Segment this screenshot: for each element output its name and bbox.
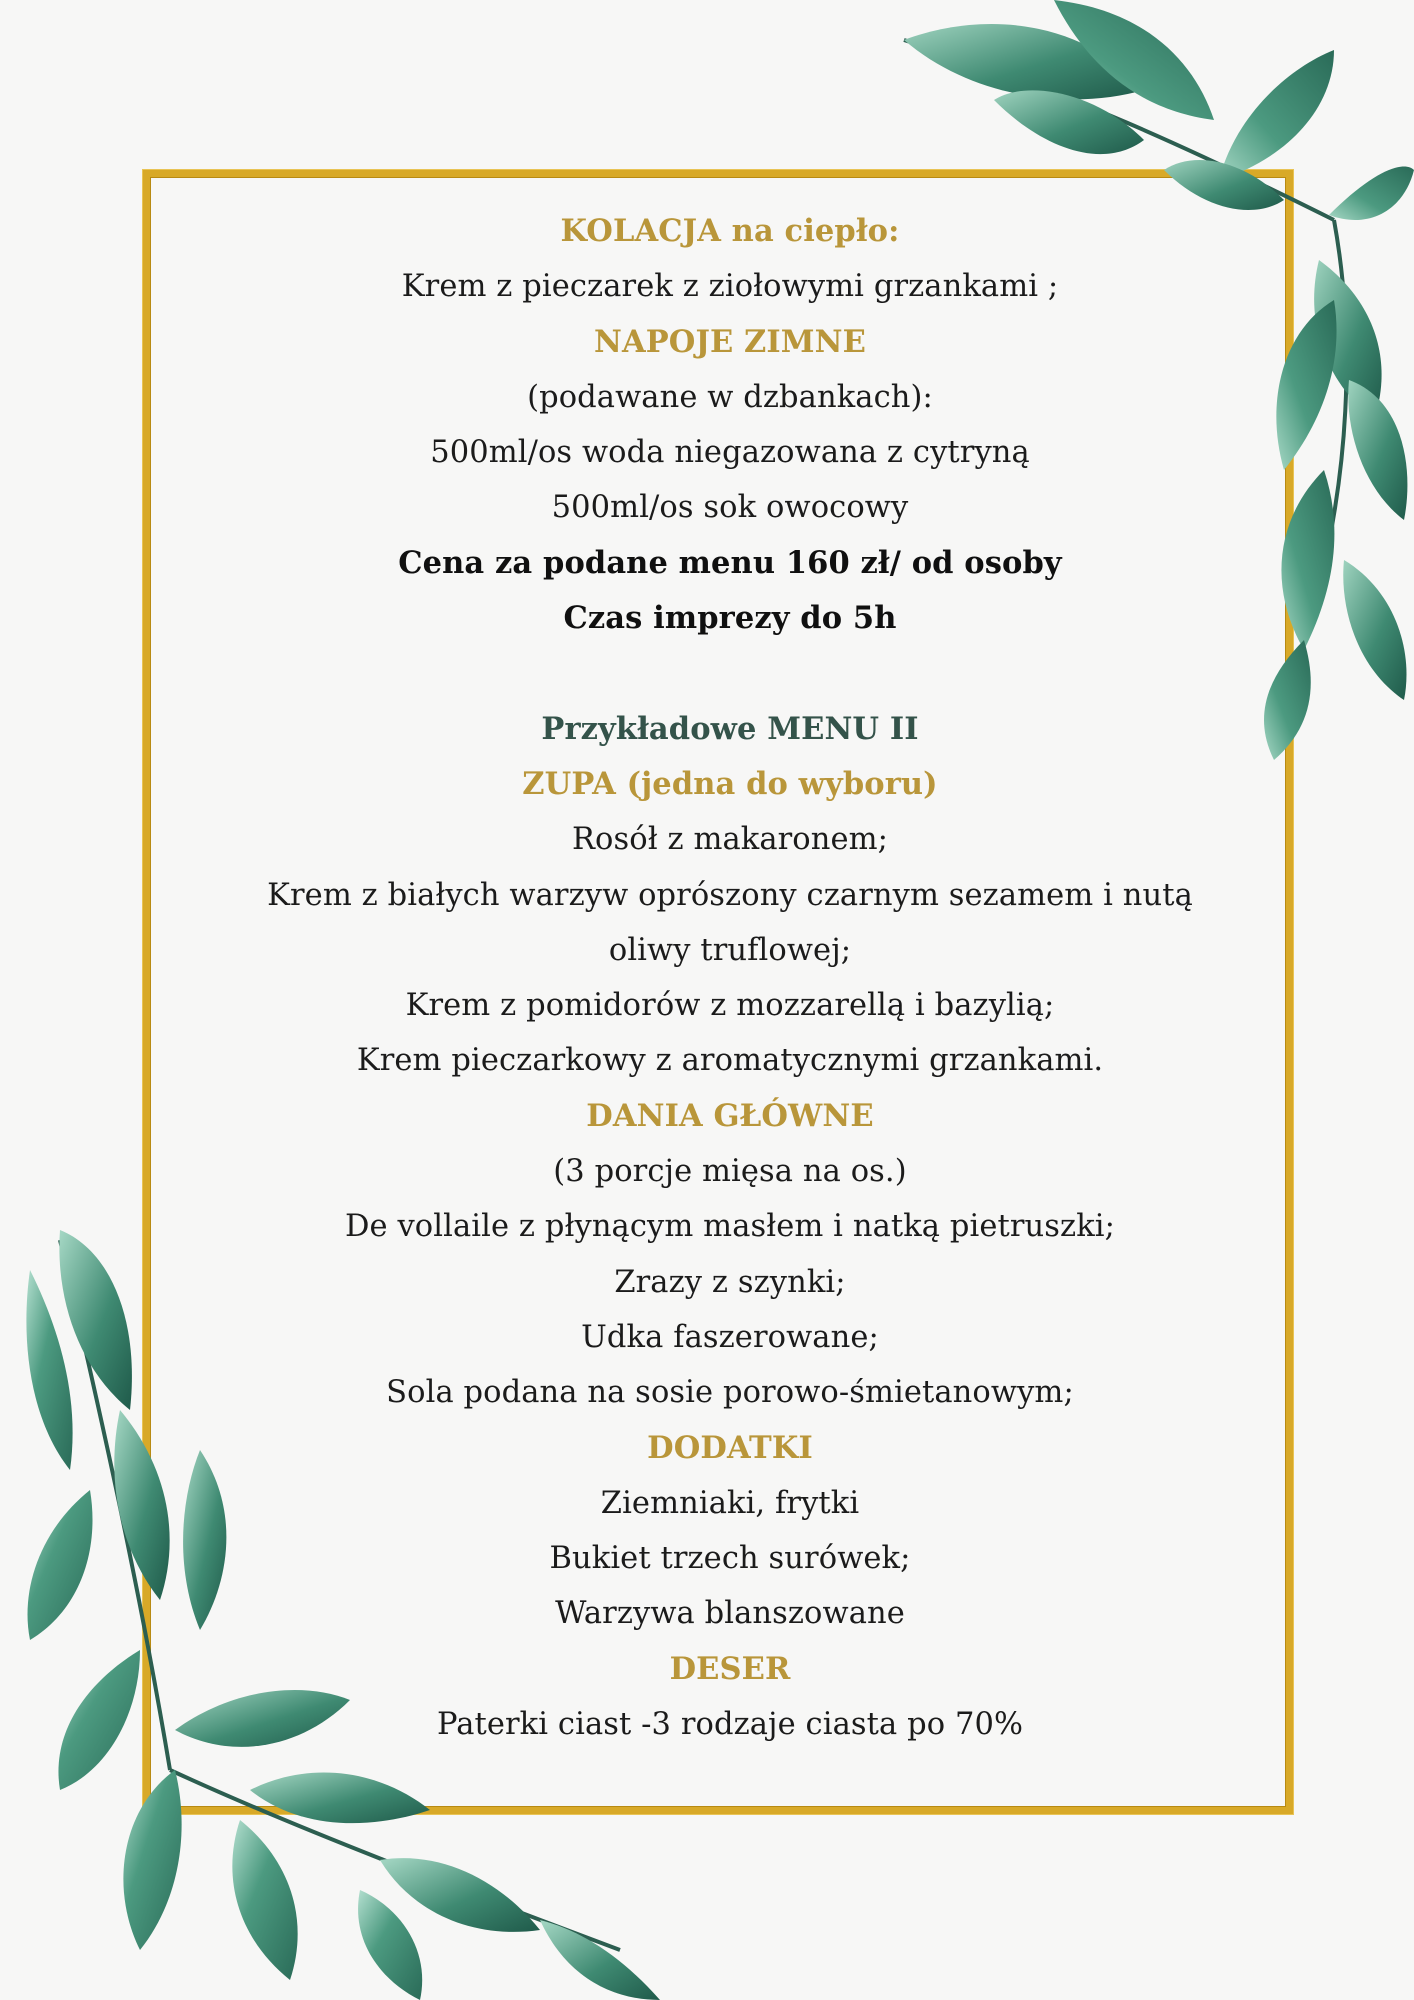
dodatki-item: Ziemniaki, frytki	[600, 1485, 860, 1521]
spacer	[180, 646, 1280, 701]
menu-content	[180, 204, 1280, 1752]
dania-item: De vollaile z płynącym masłem i natką pietruszki;	[344, 1209, 1116, 1245]
kolacja-heading: KOLACJA na ciepło:	[560, 213, 900, 249]
zupa-item: Krem z pomidorów z mozzarellą i bazylią;	[405, 988, 1055, 1024]
dania-item: Zrazy z szynki;	[614, 1264, 846, 1300]
napoje-note: (podawane w dzbankach):	[527, 379, 933, 415]
deser-item: Paterki ciast -3 rodzaje ciasta po 70%	[436, 1707, 1024, 1743]
deser-heading: DESER	[669, 1650, 791, 1687]
dania-heading: DANIA GŁÓWNE	[586, 1097, 874, 1134]
dodatki-heading: DODATKI	[647, 1429, 813, 1466]
dania-item: Udka faszerowane;	[581, 1319, 879, 1355]
price-line: Cena za podane menu 160 zł/ od osoby	[398, 544, 1062, 581]
zupa-item: oliwy truflowej;	[608, 932, 852, 968]
dania-note: (3 porcje mięsa na os.)	[553, 1154, 907, 1190]
dania-item: Sola podana na sosie porowo-śmietanowym;	[386, 1375, 1074, 1411]
duration-line: Czas imprezy do 5h	[563, 600, 897, 637]
zupa-item: Krem z białych warzyw oprószony czarnym sezamem i nutą	[267, 877, 1193, 913]
zupa-heading: ZUPA (jedna do wyboru)	[522, 765, 938, 802]
napoje-heading: NAPOJE ZIMNE	[594, 323, 866, 360]
napoje-item: 500ml/os woda niegazowana z cytryną	[430, 435, 1030, 471]
dodatki-item: Bukiet trzech surówek;	[549, 1541, 911, 1577]
zupa-item: Rosół z makaronem;	[571, 822, 889, 858]
menu2-title: Przykładowe MENU II	[541, 710, 919, 747]
zupa-item: Krem pieczarkowy z aromatycznymi grzankami.	[356, 1043, 1104, 1079]
kolacja-item: Krem z pieczarek z ziołowymi grzankami ;	[401, 269, 1059, 305]
napoje-item: 500ml/os sok owocowy	[551, 490, 909, 526]
dodatki-item: Warzywa blanszowane	[555, 1596, 905, 1632]
